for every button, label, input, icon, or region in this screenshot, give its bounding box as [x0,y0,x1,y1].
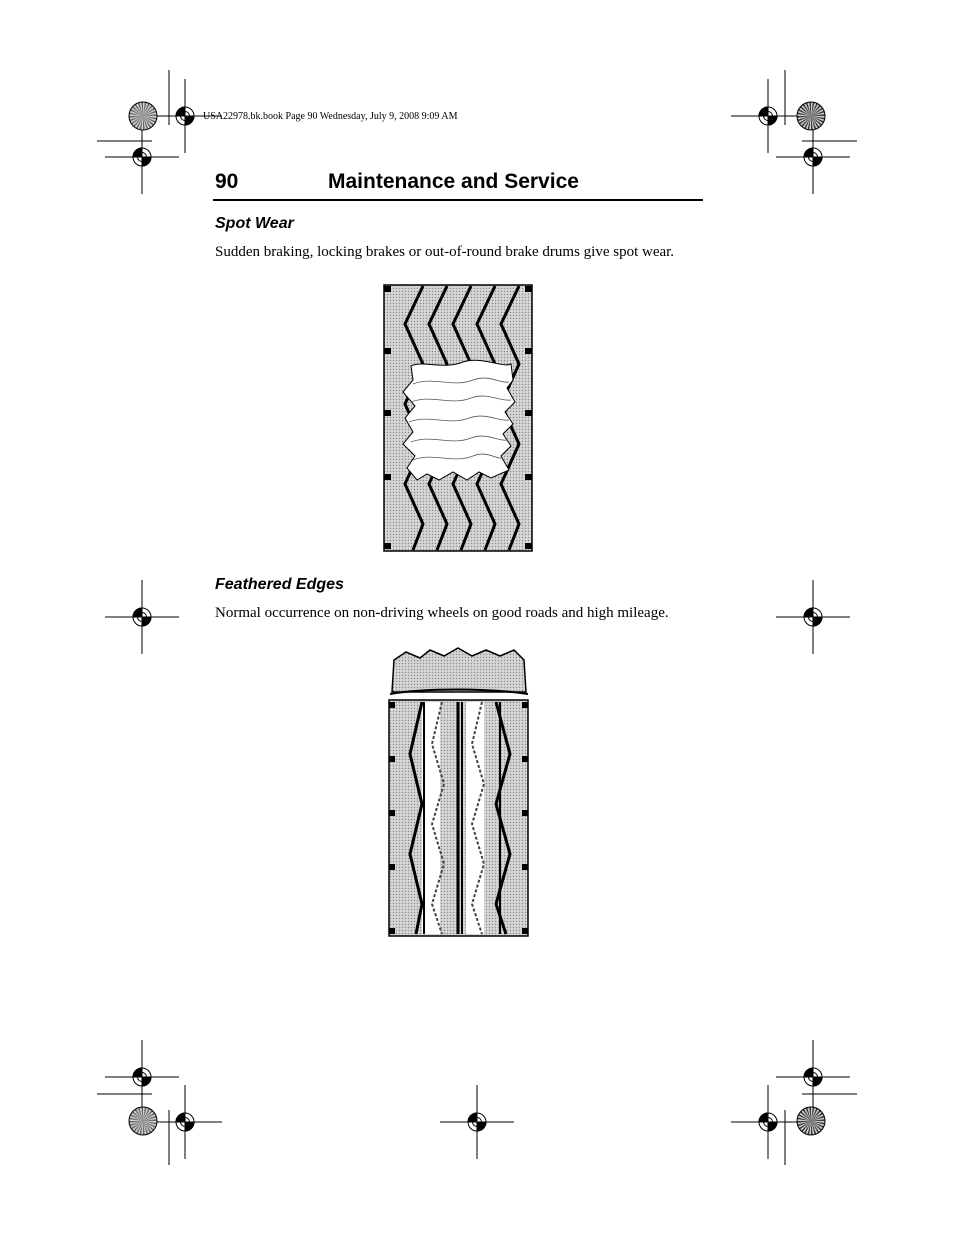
radial-starburst-icon [129,102,157,130]
section-heading-feathered-edges: Feathered Edges [215,576,344,593]
radial-starburst-icon [129,1107,157,1135]
crosshair-circle-icon [105,580,179,654]
radial-starburst-icon [797,1107,825,1135]
header-rule [213,199,703,201]
chapter-title: Maintenance and Service [328,170,579,193]
section-body-feathered-edges: Normal occurrence on non-driving wheels on good roads and high mileage. [215,605,669,621]
page-number: 90 [215,170,239,193]
crosshair-circle-icon [148,1085,222,1159]
crosshair-circle-icon [776,120,850,194]
spot-wear-tire-illustration [383,284,533,552]
crosshair-circle-icon [776,580,850,654]
crosshair-circle-icon [105,120,179,194]
crosshair-circle-icon [440,1085,514,1159]
crosshair-circle-icon [731,1085,805,1159]
crosshair-circle-icon [105,1040,179,1114]
radial-starburst-icon [797,102,825,130]
section-body-spot-wear: Sudden braking, locking brakes or out-of-round brake drums give spot wear. [215,244,675,260]
crosshair-circle-icon [731,79,805,153]
feathered-edges-tire-illustration [386,644,531,938]
book-slug-line: USA22978.bk.book Page 90 Wednesday, July 9, 2008 9:09 AM [203,111,458,122]
crosshair-circle-icon [776,1040,850,1114]
section-heading-spot-wear: Spot Wear [215,215,294,232]
